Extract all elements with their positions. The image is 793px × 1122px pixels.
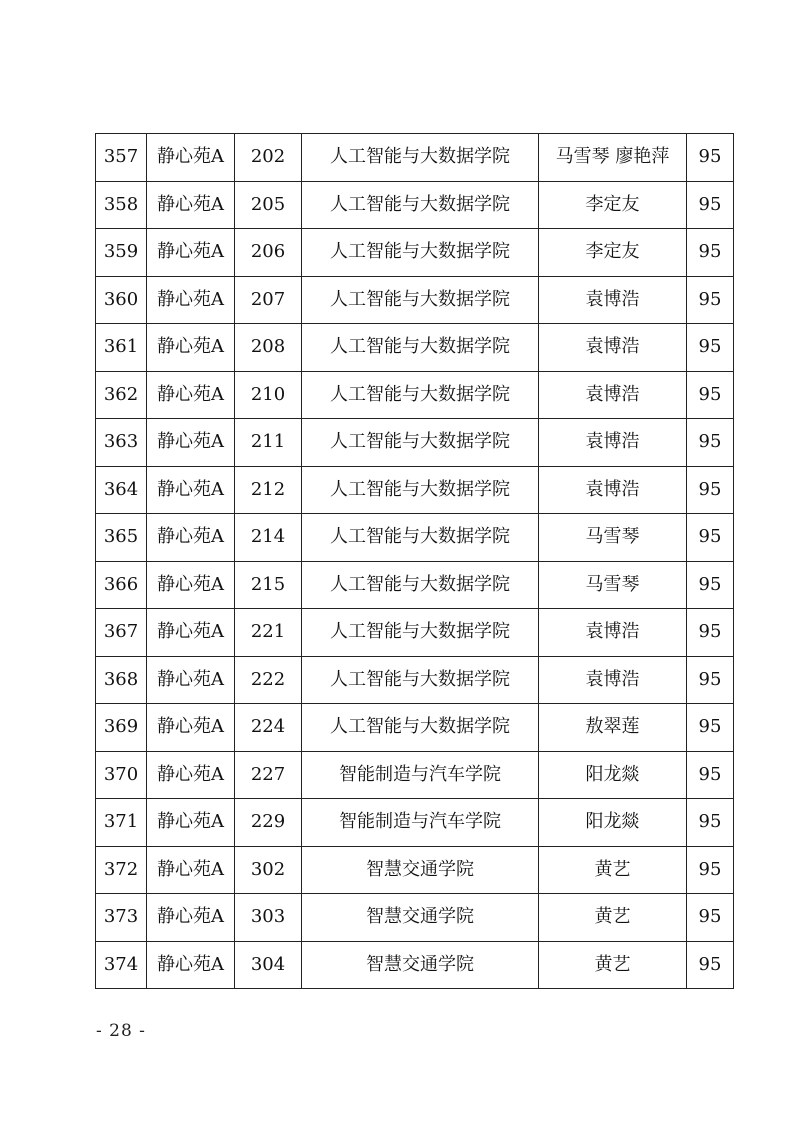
teacher-cell: 李定友 <box>539 181 687 229</box>
score-cell: 95 <box>687 704 734 752</box>
building-cell: 静心苑A <box>147 419 235 467</box>
score-cell: 95 <box>687 561 734 609</box>
teacher-cell: 李定友 <box>539 229 687 277</box>
building-cell: 静心苑A <box>147 609 235 657</box>
college-cell: 智能制造与汽车学院 <box>302 799 539 847</box>
teacher-cell: 袁博浩 <box>539 656 687 704</box>
teacher-cell: 阳龙燚 <box>539 799 687 847</box>
row-number-cell: 364 <box>96 466 147 514</box>
building-cell: 静心苑A <box>147 466 235 514</box>
college-cell: 人工智能与大数据学院 <box>302 276 539 324</box>
room-number-cell: 210 <box>235 371 302 419</box>
building-cell: 静心苑A <box>147 941 235 989</box>
score-cell: 95 <box>687 656 734 704</box>
table-row <box>96 276 734 324</box>
teacher-cell: 袁博浩 <box>539 324 687 372</box>
teacher-cell: 袁博浩 <box>539 371 687 419</box>
room-number-cell: 304 <box>235 941 302 989</box>
table-row <box>96 181 734 229</box>
row-number-cell: 362 <box>96 371 147 419</box>
table-row <box>96 609 734 657</box>
score-cell: 95 <box>687 181 734 229</box>
college-cell: 人工智能与大数据学院 <box>302 514 539 562</box>
room-number-cell: 303 <box>235 894 302 942</box>
teacher-cell: 马雪琴 <box>539 514 687 562</box>
score-cell: 95 <box>687 371 734 419</box>
dormitory-score-table <box>95 133 734 989</box>
table-row <box>96 561 734 609</box>
score-cell: 95 <box>687 514 734 562</box>
table-row <box>96 324 734 372</box>
row-number-cell: 361 <box>96 324 147 372</box>
row-number-cell: 368 <box>96 656 147 704</box>
table-row <box>96 371 734 419</box>
room-number-cell: 202 <box>235 134 302 182</box>
building-cell: 静心苑A <box>147 276 235 324</box>
college-cell: 智慧交通学院 <box>302 894 539 942</box>
teacher-cell: 马雪琴 廖艳萍 <box>539 134 687 182</box>
college-cell: 智慧交通学院 <box>302 941 539 989</box>
score-cell: 95 <box>687 229 734 277</box>
row-number-cell: 369 <box>96 704 147 752</box>
table-row <box>96 799 734 847</box>
room-number-cell: 302 <box>235 846 302 894</box>
college-cell: 智能制造与汽车学院 <box>302 751 539 799</box>
teacher-cell: 阳龙燚 <box>539 751 687 799</box>
college-cell: 人工智能与大数据学院 <box>302 561 539 609</box>
row-number-cell: 372 <box>96 846 147 894</box>
row-number-cell: 373 <box>96 894 147 942</box>
room-number-cell: 211 <box>235 419 302 467</box>
table-row <box>96 751 734 799</box>
building-cell: 静心苑A <box>147 324 235 372</box>
row-number-cell: 357 <box>96 134 147 182</box>
room-number-cell: 207 <box>235 276 302 324</box>
table-row <box>96 704 734 752</box>
building-cell: 静心苑A <box>147 561 235 609</box>
table-row <box>96 656 734 704</box>
table-row <box>96 894 734 942</box>
building-cell: 静心苑A <box>147 181 235 229</box>
college-cell: 人工智能与大数据学院 <box>302 656 539 704</box>
college-cell: 人工智能与大数据学院 <box>302 181 539 229</box>
building-cell: 静心苑A <box>147 704 235 752</box>
row-number-cell: 367 <box>96 609 147 657</box>
row-number-cell: 360 <box>96 276 147 324</box>
row-number-cell: 371 <box>96 799 147 847</box>
college-cell: 人工智能与大数据学院 <box>302 704 539 752</box>
building-cell: 静心苑A <box>147 229 235 277</box>
score-cell: 95 <box>687 324 734 372</box>
score-cell: 95 <box>687 894 734 942</box>
score-cell: 95 <box>687 799 734 847</box>
college-cell: 人工智能与大数据学院 <box>302 371 539 419</box>
score-cell: 95 <box>687 941 734 989</box>
teacher-cell: 黄艺 <box>539 846 687 894</box>
building-cell: 静心苑A <box>147 656 235 704</box>
score-cell: 95 <box>687 609 734 657</box>
room-number-cell: 229 <box>235 799 302 847</box>
teacher-cell: 袁博浩 <box>539 466 687 514</box>
row-number-cell: 370 <box>96 751 147 799</box>
building-cell: 静心苑A <box>147 894 235 942</box>
room-number-cell: 224 <box>235 704 302 752</box>
table-body <box>96 134 734 989</box>
teacher-cell: 敖翠莲 <box>539 704 687 752</box>
score-cell: 95 <box>687 751 734 799</box>
building-cell: 静心苑A <box>147 846 235 894</box>
building-cell: 静心苑A <box>147 751 235 799</box>
building-cell: 静心苑A <box>147 371 235 419</box>
room-number-cell: 208 <box>235 324 302 372</box>
row-number-cell: 358 <box>96 181 147 229</box>
row-number-cell: 366 <box>96 561 147 609</box>
teacher-cell: 黄艺 <box>539 894 687 942</box>
college-cell: 人工智能与大数据学院 <box>302 466 539 514</box>
room-number-cell: 221 <box>235 609 302 657</box>
room-number-cell: 206 <box>235 229 302 277</box>
teacher-cell: 黄艺 <box>539 941 687 989</box>
row-number-cell: 359 <box>96 229 147 277</box>
college-cell: 智慧交通学院 <box>302 846 539 894</box>
college-cell: 人工智能与大数据学院 <box>302 419 539 467</box>
table-row <box>96 846 734 894</box>
teacher-cell: 马雪琴 <box>539 561 687 609</box>
building-cell: 静心苑A <box>147 799 235 847</box>
teacher-cell: 袁博浩 <box>539 419 687 467</box>
table-row <box>96 941 734 989</box>
score-cell: 95 <box>687 419 734 467</box>
table-row <box>96 419 734 467</box>
table-row <box>96 514 734 562</box>
room-number-cell: 227 <box>235 751 302 799</box>
table-row <box>96 229 734 277</box>
college-cell: 人工智能与大数据学院 <box>302 609 539 657</box>
room-number-cell: 215 <box>235 561 302 609</box>
college-cell: 人工智能与大数据学院 <box>302 134 539 182</box>
teacher-cell: 袁博浩 <box>539 609 687 657</box>
room-number-cell: 212 <box>235 466 302 514</box>
score-cell: 95 <box>687 466 734 514</box>
room-number-cell: 222 <box>235 656 302 704</box>
room-number-cell: 214 <box>235 514 302 562</box>
row-number-cell: 365 <box>96 514 147 562</box>
college-cell: 人工智能与大数据学院 <box>302 324 539 372</box>
row-number-cell: 374 <box>96 941 147 989</box>
table-row <box>96 466 734 514</box>
building-cell: 静心苑A <box>147 514 235 562</box>
row-number-cell: 363 <box>96 419 147 467</box>
score-cell: 95 <box>687 846 734 894</box>
table-row <box>96 134 734 182</box>
college-cell: 人工智能与大数据学院 <box>302 229 539 277</box>
score-cell: 95 <box>687 134 734 182</box>
teacher-cell: 袁博浩 <box>539 276 687 324</box>
page-number: - 28 - <box>96 1021 146 1041</box>
score-cell: 95 <box>687 276 734 324</box>
building-cell: 静心苑A <box>147 134 235 182</box>
room-number-cell: 205 <box>235 181 302 229</box>
